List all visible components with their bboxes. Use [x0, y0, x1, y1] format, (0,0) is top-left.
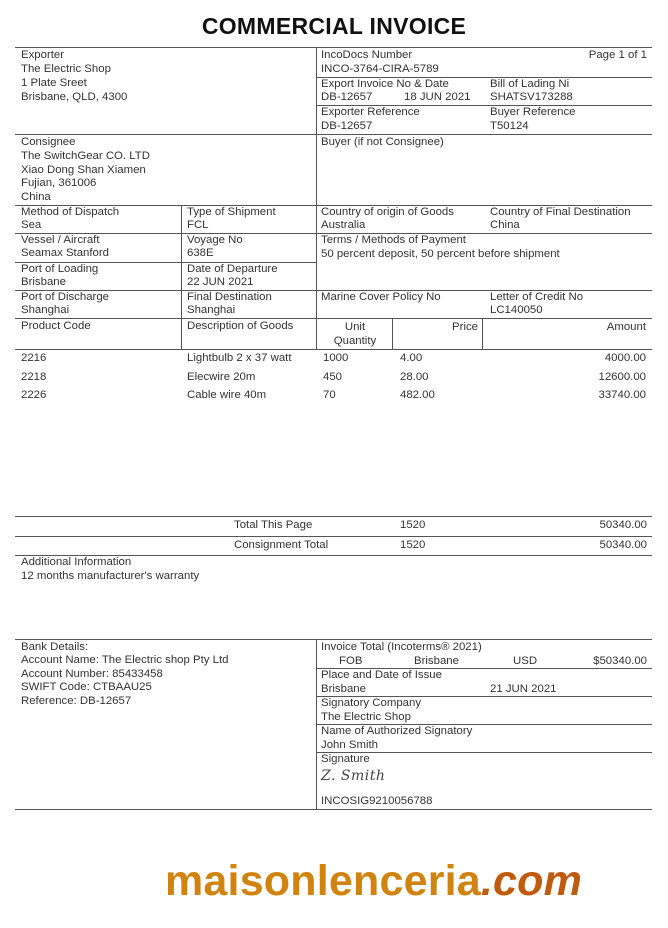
exporter-label: Exporter: [21, 49, 65, 61]
consignee-name: The SwitchGear CO. LTD: [21, 150, 150, 162]
vessel-label: Vessel / Aircraft: [21, 234, 100, 246]
date-of-departure-label: Date of Departure: [187, 263, 278, 275]
col-header-description: Description of Goods: [187, 320, 294, 332]
price: 4.00: [400, 352, 423, 364]
bank-details-label: Bank Details:: [21, 641, 89, 653]
bank-account-name: Account Name: The Electric shop Pty Ltd: [21, 654, 229, 666]
invoice-total-place: Brisbane: [414, 655, 459, 667]
table-row: [15, 352, 652, 370]
marine-cover-label: Marine Cover Policy No: [321, 291, 441, 303]
consignee-address-line1: Xiao Dong Shan Xiamen: [21, 164, 146, 176]
authorized-signatory-value: John Smith: [321, 739, 378, 751]
port-of-discharge-value: Shanghai: [21, 304, 70, 316]
bill-of-lading-label: Bill of Lading Ni: [490, 78, 570, 90]
additional-info-value: 12 months manufacturer's warranty: [21, 570, 200, 582]
divider: [15, 349, 652, 350]
port-of-discharge-label: Port of Discharge: [21, 291, 109, 303]
invoice-total-incoterm: FOB: [339, 655, 363, 667]
divider: [482, 319, 483, 349]
col-header-amount: Amount: [606, 321, 646, 333]
place-of-issue: Brisbane: [321, 683, 366, 695]
divider: [392, 319, 393, 349]
col-header-unit: Unit: [344, 321, 366, 333]
invoice-total-currency: USD: [513, 655, 538, 667]
voyage-value: 638E: [187, 247, 214, 259]
bank-reference: Reference: DB-12657: [21, 695, 132, 707]
invoice-total-label: Invoice Total (Incoterms® 2021): [321, 641, 482, 653]
divider: [15, 536, 652, 537]
invoice-total-amount: $50340.00: [593, 655, 647, 667]
exporter-reference-value: DB-12657: [321, 120, 373, 132]
document-title: COMMERCIAL INVOICE: [201, 13, 467, 39]
col-header-quantity: Quantity: [333, 335, 377, 347]
product-code: 2226: [21, 389, 47, 401]
bank-swift-code: SWIFT Code: CTBAAU25: [21, 681, 152, 693]
price: 482.00: [400, 389, 435, 401]
exporter-name: The Electric Shop: [21, 63, 111, 75]
consignee-label: Consignee: [21, 136, 76, 148]
divider: [15, 516, 652, 517]
export-invoice-date: 18 JUN 2021: [404, 91, 471, 103]
country-of-origin-label: Country of origin of Goods: [321, 206, 454, 218]
watermark-name: maisonlenceria: [165, 857, 481, 905]
type-of-shipment-value: FCL: [187, 219, 209, 231]
consignment-total-amount: 50340.00: [599, 539, 647, 551]
divider: [15, 809, 652, 810]
type-of-shipment-label: Type of Shipment: [187, 206, 276, 218]
letter-of-credit-value: LC140050: [490, 304, 543, 316]
table-row: [15, 389, 652, 407]
signature-image: Z. Smith: [321, 768, 386, 784]
export-invoice-number: DB-12657: [321, 91, 373, 103]
exporter-address-line1: 1 Plate Sreet: [21, 77, 87, 89]
amount: 33740.00: [598, 389, 646, 401]
amount: 4000.00: [604, 352, 646, 364]
signature-id: INCOSIG9210056788: [321, 795, 433, 807]
signatory-company-label: Signatory Company: [321, 697, 422, 709]
divider: [316, 640, 317, 810]
total-this-page-label: Total This Page: [234, 519, 313, 531]
page-indicator: Page 1 of 1: [588, 49, 647, 61]
col-header-product-code: Product Code: [21, 320, 91, 332]
watermark-logo: [165, 857, 582, 906]
quantity: 70: [323, 389, 336, 401]
place-date-of-issue-label: Place and Date of Issue: [321, 669, 442, 681]
table-row: [15, 371, 652, 389]
exporter-address-line2: Brisbane, QLD, 4300: [21, 91, 128, 103]
incodocs-number: INCO-3764-CIRA-5789: [321, 63, 439, 75]
quantity: 1000: [323, 352, 349, 364]
description: Cable wire 40m: [187, 389, 267, 401]
total-this-page-amount: 50340.00: [599, 519, 647, 531]
total-this-page-quantity: 1520: [400, 519, 426, 531]
consignee-address-line2: Fujian, 361006: [21, 177, 97, 189]
divider: [316, 48, 317, 349]
date-of-departure-value: 22 JUN 2021: [187, 276, 254, 288]
additional-info-label: Additional Information: [21, 556, 132, 568]
product-code: 2218: [21, 371, 47, 383]
product-code: 2216: [21, 352, 47, 364]
signatory-company-value: The Electric Shop: [321, 711, 411, 723]
method-of-dispatch-label: Method of Dispatch: [21, 206, 120, 218]
consignment-total-quantity: 1520: [400, 539, 426, 551]
buyer-reference-label: Buyer Reference: [490, 106, 576, 118]
consignment-total-label: Consignment Total: [234, 539, 329, 551]
final-destination-label: Final Destination: [187, 291, 272, 303]
country-of-destination-label: Country of Final Destination: [490, 206, 631, 218]
divider: [181, 206, 182, 349]
price: 28.00: [400, 371, 429, 383]
col-header-price: Price: [452, 321, 478, 333]
buyer-label: Buyer (if not Consignee): [321, 136, 444, 148]
port-of-loading-label: Port of Loading: [21, 263, 99, 275]
letter-of-credit-label: Letter of Credit No: [490, 291, 584, 303]
consignee-country: China: [21, 191, 51, 203]
signature-label: Signature: [321, 753, 370, 765]
amount: 12600.00: [598, 371, 646, 383]
port-of-loading-value: Brisbane: [21, 276, 66, 288]
authorized-signatory-label: Name of Authorized Signatory: [321, 725, 473, 737]
quantity: 450: [323, 371, 343, 383]
country-of-origin-value: Australia: [321, 219, 366, 231]
bill-of-lading-value: SHATSV173288: [490, 91, 573, 103]
vessel-value: Seamax Stanford: [21, 247, 110, 259]
payment-terms-value: 50 percent deposit, 50 percent before shipment: [321, 248, 560, 260]
date-of-issue: 21 JUN 2021: [490, 683, 557, 695]
final-destination-value: Shanghai: [187, 304, 236, 316]
payment-terms-label: Terms / Methods of Payment: [321, 234, 466, 246]
incodocs-label: IncoDocs Number: [321, 49, 413, 61]
divider: [15, 134, 652, 135]
buyer-reference-value: T50124: [490, 120, 529, 132]
exporter-reference-label: Exporter Reference: [321, 106, 420, 118]
country-of-destination-value: China: [490, 219, 520, 231]
method-of-dispatch-value: Sea: [21, 219, 42, 231]
bank-account-number: Account Number: 85433458: [21, 668, 163, 680]
divider: [15, 639, 652, 640]
divider: [15, 47, 652, 48]
voyage-label: Voyage No: [187, 234, 243, 246]
description: Elecwire 20m: [187, 371, 256, 383]
watermark-domain: .com: [480, 857, 583, 905]
divider: [15, 318, 652, 319]
description: Lightbulb 2 x 37 watt: [187, 352, 292, 364]
export-invoice-label: Export Invoice No & Date: [321, 78, 449, 90]
